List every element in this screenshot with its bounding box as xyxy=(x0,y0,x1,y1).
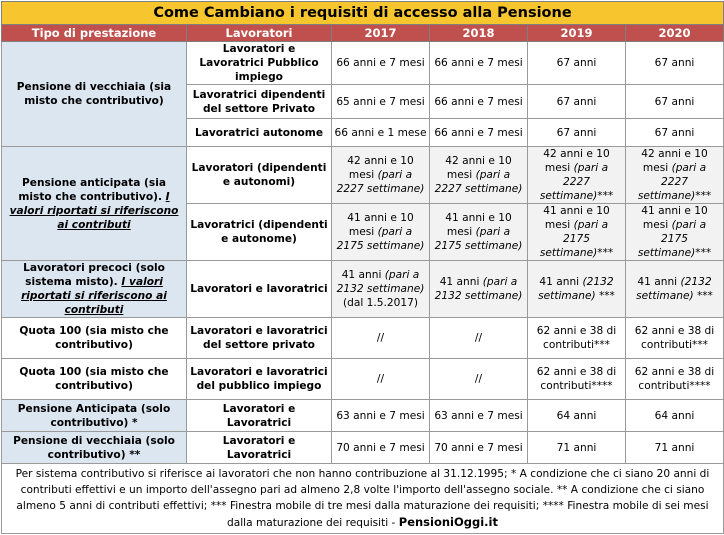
lavoratori-cell: Lavoratrici (dipendenti e autonome) xyxy=(187,204,332,261)
table-row xyxy=(2,432,724,464)
value-2018: 42 anni e 10 mesi (pari a 2227 settimane) xyxy=(430,147,528,204)
tipo-text: Lavoratori precoci (solo sistema misto). xyxy=(23,262,165,288)
value-2018: 70 anni e 7 mesi xyxy=(430,432,528,464)
value-2020: 41 anni e 10 mesi (pari a 2175 settimane)*** xyxy=(626,204,724,261)
header-lavoratori: Lavoratori xyxy=(187,25,332,42)
value-2019: 64 anni xyxy=(528,400,626,432)
value-2019: 71 anni xyxy=(528,432,626,464)
value-2017: 41 anni (pari a 2132 settimane) (dal 1.5.2017) xyxy=(332,261,430,318)
tipo-note: I valori riportati si riferiscono ai contributi xyxy=(21,276,167,316)
tipo-cell: Pensione di vecchiaia (solo contributivo) ** xyxy=(2,432,187,464)
header-2020: 2020 xyxy=(626,25,724,42)
lavoratori-cell: Lavoratori e Lavoratrici xyxy=(187,432,332,464)
value-2017: // xyxy=(332,318,430,359)
tipo-cell xyxy=(2,147,187,261)
pension-requirements-table xyxy=(1,1,723,533)
value-2018: 66 anni e 7 mesi xyxy=(430,42,528,85)
value-2017: 63 anni e 7 mesi xyxy=(332,400,430,432)
table-title: Come Cambiano i requisiti di accesso alla Pensione xyxy=(2,2,724,25)
value-2018: 66 anni e 7 mesi xyxy=(430,85,528,119)
value-2018: 41 anni e 10 mesi (pari a 2175 settimane) xyxy=(430,204,528,261)
header-2018: 2018 xyxy=(430,25,528,42)
table-row xyxy=(2,261,724,318)
brand-link[interactable]: PensioniOggi.it xyxy=(398,515,498,529)
value-2018: 66 anni e 7 mesi xyxy=(430,119,528,147)
value-2020: 42 anni e 10 mesi (pari a 2227 settimane)*** xyxy=(626,147,724,204)
value-2019: 42 anni e 10 mesi (pari a 2227 settimane)*** xyxy=(528,147,626,204)
value-2017: 41 anni e 10 mesi (pari a 2175 settimane) xyxy=(332,204,430,261)
lavoratori-cell: Lavoratrici autonome xyxy=(187,119,332,147)
lavoratori-cell: Lavoratori e Lavoratrici Pubblico impiego xyxy=(187,42,332,85)
value-2020: 41 anni (2132 settimane) *** xyxy=(626,261,724,318)
value-2017: // xyxy=(332,359,430,400)
value-2018: // xyxy=(430,359,528,400)
header-2019: 2019 xyxy=(528,25,626,42)
value-2020: 64 anni xyxy=(626,400,724,432)
value-2020: 71 anni xyxy=(626,432,724,464)
value-2017: 65 anni e 7 mesi xyxy=(332,85,430,119)
value-2018: // xyxy=(430,318,528,359)
lavoratori-cell: Lavoratrici dipendenti del settore Privato xyxy=(187,85,332,119)
tipo-note: I valori riportati si riferiscono ai contributi xyxy=(9,190,179,231)
table-row xyxy=(2,400,724,432)
table-row xyxy=(2,147,724,204)
value-2020: 67 anni xyxy=(626,42,724,85)
value-2018: 41 anni (pari a 2132 settimane) xyxy=(430,261,528,318)
table-row xyxy=(2,318,724,359)
value-2019: 41 anni (2132 settimane) *** xyxy=(528,261,626,318)
value-2019: 62 anni e 38 di contributi**** xyxy=(528,359,626,400)
value-2017: 70 anni e 7 mesi xyxy=(332,432,430,464)
footnote xyxy=(2,464,724,534)
table-row xyxy=(2,359,724,400)
tipo-cell: Pensione di vecchiaia (sia misto che contributivo) xyxy=(2,42,187,147)
header-2017: 2017 xyxy=(332,25,430,42)
value-2019: 41 anni e 10 mesi (pari a 2175 settimane)*** xyxy=(528,204,626,261)
value-2020: 62 anni e 38 di contributi**** xyxy=(626,359,724,400)
tipo-text: Pensione anticipata (sia misto che contributivo). xyxy=(18,176,166,203)
value-2017: 42 anni e 10 mesi (pari a 2227 settimane) xyxy=(332,147,430,204)
lavoratori-cell: Lavoratori e lavoratrici xyxy=(187,261,332,318)
lavoratori-cell: Lavoratori e lavoratrici del pubblico impiego xyxy=(187,359,332,400)
value-2019: 67 anni xyxy=(528,119,626,147)
value-2019: 62 anni e 38 di contributi*** xyxy=(528,318,626,359)
tipo-cell: Quota 100 (sia misto che contributivo) xyxy=(2,318,187,359)
table-row xyxy=(2,42,724,85)
footnote-row xyxy=(2,464,724,534)
lavoratori-cell: Lavoratori e Lavoratrici xyxy=(187,400,332,432)
value-2019: 67 anni xyxy=(528,85,626,119)
tipo-cell: Quota 100 (sia misto che contributivo) xyxy=(2,359,187,400)
value-2020: 62 anni e 38 di contributi*** xyxy=(626,318,724,359)
value-2019: 67 anni xyxy=(528,42,626,85)
tipo-cell xyxy=(2,261,187,318)
value-2017: 66 anni e 1 mese xyxy=(332,119,430,147)
value-2018: 63 anni e 7 mesi xyxy=(430,400,528,432)
lavoratori-cell: Lavoratori (dipendenti e autonomi) xyxy=(187,147,332,204)
header-tipo: Tipo di prestazione xyxy=(2,25,187,42)
lavoratori-cell: Lavoratori e lavoratrici del settore privato xyxy=(187,318,332,359)
value-2020: 67 anni xyxy=(626,85,724,119)
footnote-text: Per sistema contributivo si riferisce ai lavoratori che non hanno contribuzione al 31.12.1995; * A condizione che ci siano 20 anni di contributi effettivi e un importo dell'assegno pari ad almeno 2,8 volte l'importo dell'assegno sociale. ** A condizione che ci siano almeno 5 anni di contributi effettivi; *** Finestra mobile di tre mesi dalla maturazione dei requisiti; **** Finestra mobile di sei mesi dalla maturazione dei requisiti - xyxy=(15,468,710,529)
tipo-cell: Pensione Anticipata (solo contributivo) * xyxy=(2,400,187,432)
value-2017: 66 anni e 7 mesi xyxy=(332,42,430,85)
value-2020: 67 anni xyxy=(626,119,724,147)
